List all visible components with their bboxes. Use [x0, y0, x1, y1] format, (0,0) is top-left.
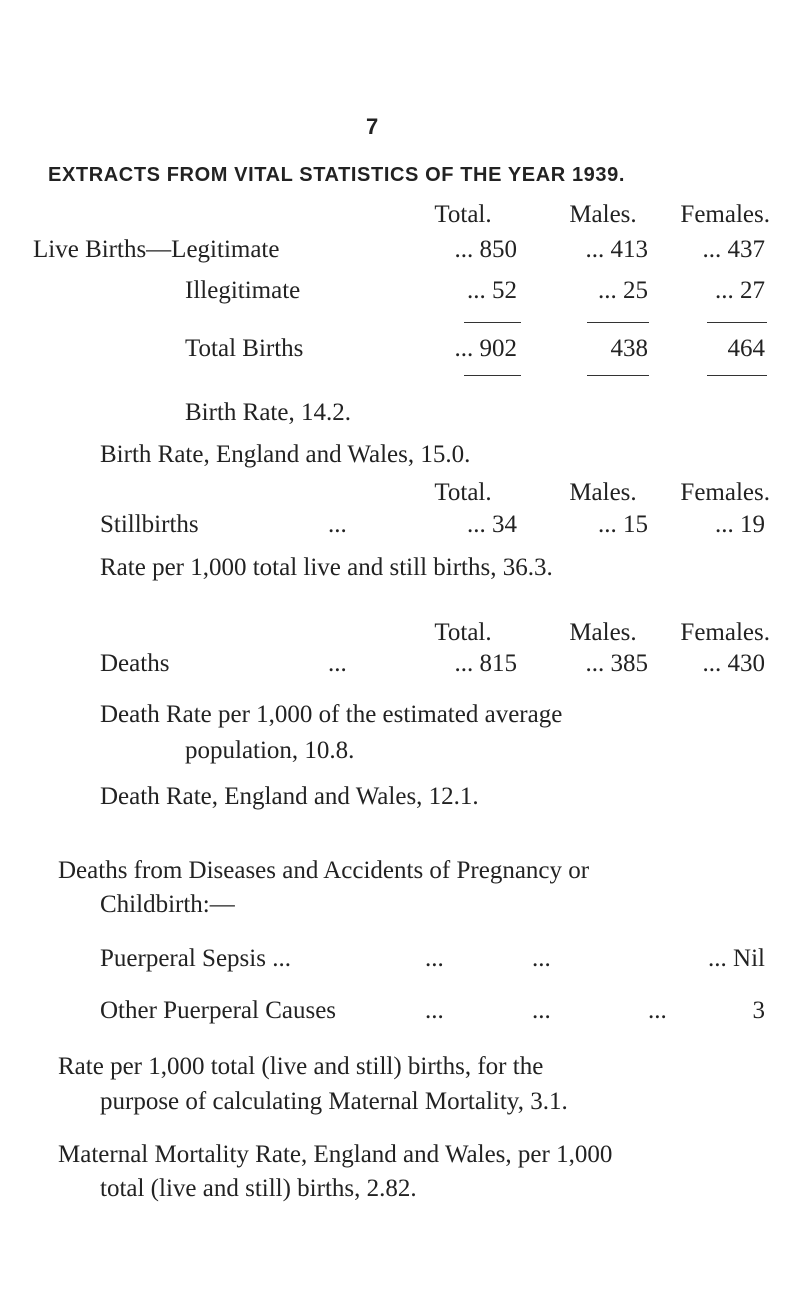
illegitimate-females: ... 27 — [715, 277, 765, 304]
deaths-col-females: Females. — [680, 619, 770, 646]
leader-dots: ... — [425, 945, 444, 972]
deaths-females: ... 430 — [702, 650, 765, 677]
death-rate-england-wales: Death Rate, England and Wales, 12.1. — [100, 783, 479, 810]
birth-rate: Birth Rate, 14.2. — [185, 399, 351, 426]
total-births-total: ... 902 — [454, 335, 517, 362]
death-rate-line-1: Death Rate per 1,000 of the estimated average — [100, 701, 563, 728]
leader-dots: ... — [648, 997, 667, 1024]
legitimate-males: ... 413 — [585, 236, 648, 263]
leader-dots: ... — [328, 650, 347, 677]
row-label-total-births: Total Births — [185, 335, 304, 362]
deaths-label: Deaths — [100, 650, 170, 677]
illegitimate-total: ... 52 — [467, 277, 517, 304]
other-puerperal-label: Other Puerperal Causes — [100, 997, 337, 1024]
deaths-col-males: Males. — [569, 619, 637, 646]
stillbirths-total: ... 34 — [467, 511, 517, 538]
total-births-females: 464 — [727, 335, 765, 362]
divider — [707, 322, 767, 323]
stillbirths-col-females: Females. — [680, 479, 770, 506]
row-label-illegitimate: Illegitimate — [185, 277, 301, 304]
stillbirth-rate: Rate per 1,000 total live and still births, 36.3. — [100, 554, 553, 581]
stillbirths-males: ... 15 — [598, 511, 648, 538]
maternal-rate-line-2: purpose of calculating Maternal Mortality, 3.1. — [100, 1088, 568, 1115]
total-births-males: 438 — [610, 335, 648, 362]
illegitimate-males: ... 25 — [598, 277, 648, 304]
maternal-ew-line-1: Maternal Mortality Rate, England and Wales, per 1,000 — [58, 1141, 613, 1168]
divider — [464, 322, 521, 323]
leader-dots: ... — [532, 997, 551, 1024]
deaths-males: ... 385 — [585, 650, 648, 677]
death-rate-line-2: population, 10.8. — [185, 737, 355, 764]
legitimate-females: ... 437 — [702, 236, 765, 263]
deaths-col-total: Total. — [434, 619, 492, 646]
divider — [464, 375, 521, 376]
page-heading: EXTRACTS FROM VITAL STATISTICS OF THE YEAR 1939. — [48, 164, 626, 186]
legitimate-total: ... 850 — [454, 236, 517, 263]
other-puerperal-value: 3 — [752, 997, 765, 1024]
births-col-males: Males. — [569, 201, 637, 228]
divider — [587, 375, 649, 376]
leader-dots: ... — [425, 997, 444, 1024]
stillbirths-label: Stillbirths — [100, 511, 199, 538]
page-number: 7 — [366, 114, 379, 139]
puerperal-sepsis-value: ... Nil — [708, 945, 765, 972]
maternal-intro-line-1: Deaths from Diseases and Accidents of Pregnancy or — [58, 857, 590, 884]
maternal-intro-line-2: Childbirth:— — [100, 891, 235, 918]
birth-rate-england-wales: Birth Rate, England and Wales, 15.0. — [100, 441, 471, 468]
row-label-legitimate: Live Births—Legitimate — [33, 236, 280, 263]
births-col-females: Females. — [680, 201, 770, 228]
stillbirths-females: ... 19 — [715, 511, 765, 538]
births-col-total: Total. — [434, 201, 492, 228]
puerperal-sepsis-label: Puerperal Sepsis ... — [100, 945, 291, 972]
stillbirths-col-males: Males. — [569, 479, 637, 506]
divider — [707, 375, 767, 376]
deaths-total: ... 815 — [454, 650, 517, 677]
maternal-rate-line-1: Rate per 1,000 total (live and still) births, for the — [58, 1053, 544, 1080]
divider — [587, 322, 649, 323]
stillbirths-col-total: Total. — [434, 479, 492, 506]
leader-dots: ... — [532, 945, 551, 972]
leader-dots: ... — [328, 511, 347, 538]
maternal-ew-line-2: total (live and still) births, 2.82. — [100, 1175, 417, 1202]
